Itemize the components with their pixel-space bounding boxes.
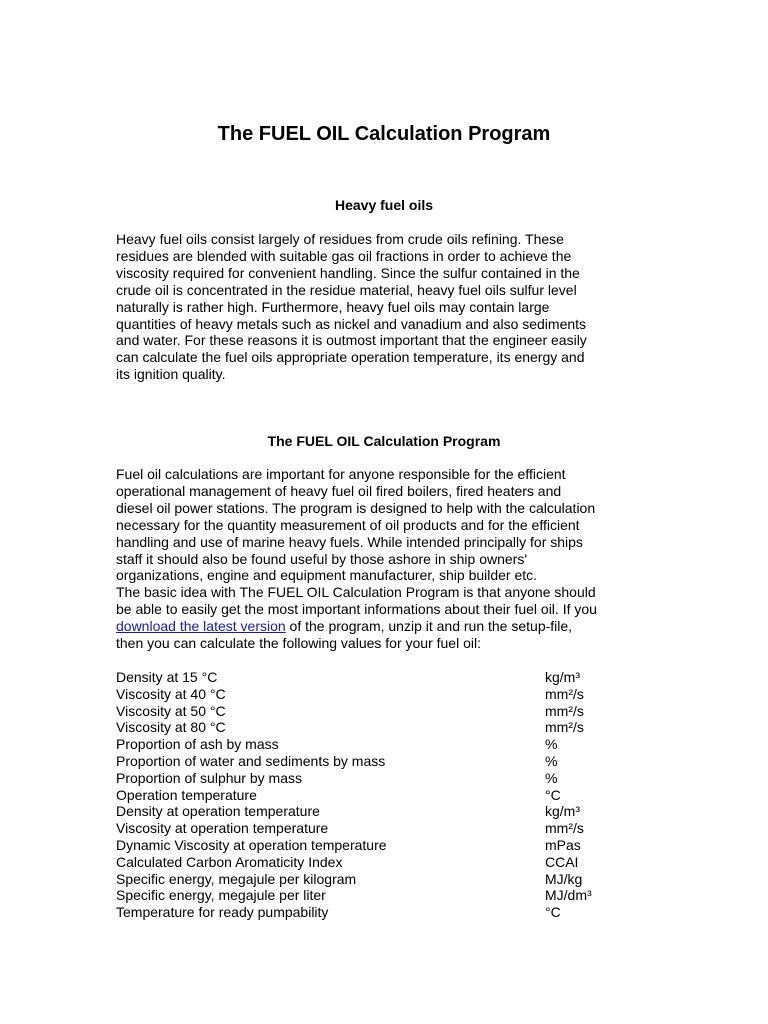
table-row [116, 736, 676, 753]
paragraph-line: necessary for the quantity measurement of oil products and for the efficient [116, 516, 580, 533]
unit-cell: mm²/s [545, 685, 584, 702]
paragraph-text: of the program, unzip it and run the setup-file, [285, 618, 573, 635]
unit-cell: mm²/s [545, 719, 584, 736]
paragraph-line: its ignition quality. [116, 366, 226, 383]
unit-cell: °C [545, 904, 561, 921]
paragraph-calculation-program [116, 466, 656, 652]
paragraph-line: operational management of heavy fuel oil fired boilers, fired heaters and [116, 482, 562, 499]
unit-cell: mPas [545, 836, 581, 853]
unit-cell: kg/m³ [545, 669, 580, 685]
unit-cell: CCAI [545, 853, 579, 870]
quantity-cell: Calculated Carbon Aromaticity Index [116, 853, 343, 870]
paragraph-line: then you can calculate the following values for your fuel oil: [116, 635, 481, 652]
quantity-cell: Proportion of sulphur by mass [116, 769, 302, 786]
quantity-cell: Proportion of water and sediments by mass [116, 752, 386, 769]
paragraph-heavy-fuel-oils [116, 231, 656, 383]
paragraph-line: crude oil is concentrated in the residue material, heavy fuel oils sulfur level [116, 281, 577, 298]
paragraph-line: residues are blended with suitable gas oil fractions in order to achieve the [116, 247, 572, 264]
unit-cell: mm²/s [545, 820, 584, 837]
table-row [116, 669, 676, 686]
table-row [116, 837, 676, 854]
quantity-cell: Viscosity at operation temperature [116, 820, 329, 837]
quantity-cell: Viscosity at 50 °C [116, 702, 226, 719]
table-row [116, 887, 676, 904]
calculated-values-table [116, 669, 676, 921]
table-row [116, 753, 676, 770]
paragraph-line: diesel oil power stations. The program is designed to help with the calculation [116, 499, 596, 516]
table-row [116, 803, 676, 820]
quantity-cell: Proportion of ash by mass [116, 736, 279, 753]
document-title: The FUEL OIL Calculation Program [217, 123, 551, 145]
section-heading-calculation-program: The FUEL OIL Calculation Program [267, 433, 501, 449]
quantity-cell: Dynamic Viscosity at operation temperature [116, 836, 387, 853]
download-latest-version-link[interactable]: download the latest version [116, 618, 286, 635]
unit-cell: °C [545, 786, 561, 803]
table-row [116, 770, 676, 787]
quantity-cell: Viscosity at 40 °C [116, 685, 226, 702]
table-row [116, 686, 676, 703]
paragraph-line: Heavy fuel oils consist largely of residues from crude oils refining. These [116, 231, 564, 247]
table-row [116, 904, 676, 921]
unit-cell: % [545, 736, 558, 753]
quantity-cell: Density at operation temperature [116, 803, 320, 820]
quantity-cell: Temperature for ready pumpability [116, 904, 329, 921]
paragraph-line: quantities of heavy metals such as nickel and vanadium and also sediments [116, 315, 587, 332]
paragraph-line: be able to easily get the most important informations about their fuel oil. If you [116, 601, 597, 618]
paragraph-line: and water. For these reasons it is outmost important that the engineer easily [116, 332, 587, 349]
paragraph-line: Fuel oil calculations are important for anyone responsible for the efficient [116, 466, 566, 482]
table-row [116, 854, 676, 871]
unit-cell: kg/m³ [545, 803, 580, 820]
quantity-cell: Density at 15 °C [116, 669, 218, 685]
paragraph-line: viscosity required for convenient handling. Since the sulfur contained in the [116, 264, 580, 281]
table-row [116, 871, 676, 888]
paragraph-line-with-link [116, 618, 656, 635]
section-heading-heavy-fuel-oils: Heavy fuel oils [334, 197, 434, 213]
paragraph-line: handling and use of marine heavy fuels. While intended principally for ships [116, 533, 583, 550]
unit-cell: % [545, 769, 558, 786]
paragraph-line: organizations, engine and equipment manufacturer, ship builder etc. [116, 567, 538, 584]
table-row [116, 787, 676, 804]
paragraph-line: The basic idea with The FUEL OIL Calculation Program is that anyone should [116, 584, 596, 601]
unit-cell: mm²/s [545, 702, 584, 719]
unit-cell: MJ/dm³ [545, 887, 592, 904]
table-row [116, 719, 676, 736]
paragraph-line: naturally is rather high. Furthermore, heavy fuel oils may contain large [116, 298, 550, 315]
quantity-cell: Viscosity at 80 °C [116, 719, 226, 736]
quantity-cell: Specific energy, megajule per liter [116, 887, 326, 904]
table-row [116, 820, 676, 837]
quantity-cell: Specific energy, megajule per kilogram [116, 870, 357, 887]
paragraph-line: staff it should also be found useful by those ashore in ship owners' [116, 550, 528, 567]
unit-cell: MJ/kg [545, 870, 583, 887]
unit-cell: % [545, 752, 558, 769]
table-row [116, 703, 676, 720]
quantity-cell: Operation temperature [116, 786, 257, 803]
paragraph-line: can calculate the fuel oils appropriate operation temperature, its energy and [116, 349, 585, 366]
